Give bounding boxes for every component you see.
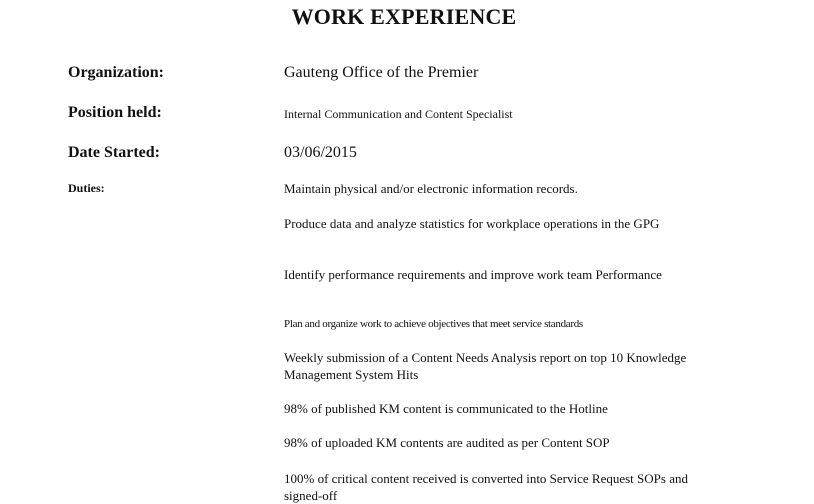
duty-item: Maintain physical and/or electronic information records. xyxy=(284,181,578,196)
duty-item: Produce data and analyze statistics for workplace operations in the GPG xyxy=(284,216,660,231)
organization-label: Organization: xyxy=(68,64,164,81)
position-value: Internal Communication and Content Specialist xyxy=(284,107,513,121)
date-started-label: Date Started: xyxy=(68,144,160,161)
duty-item: 98% of published KM content is communicated to the Hotline xyxy=(284,401,608,416)
duty-item: Plan and organize work to achieve objectives that meet service standards xyxy=(284,318,583,330)
duty-item: Weekly submission of a Content Needs Analysis report on top 10 Knowledge Management System Hits xyxy=(284,350,687,382)
duty-item: 100% of critical content received is converted into Service Request SOPs and signed-off xyxy=(284,471,688,503)
date-started-value: 03/06/2015 xyxy=(284,144,357,161)
duty-item: 98% of uploaded KM contents are audited as per Content SOP xyxy=(284,435,610,450)
duties-label: Duties: xyxy=(68,181,105,195)
organization-value: Gauteng Office of the Premier xyxy=(284,64,479,81)
position-label: Position held: xyxy=(68,104,162,121)
duty-item: Identify performance requirements and improve work team Performance xyxy=(284,267,662,282)
section-heading: WORK EXPERIENCE xyxy=(291,4,517,29)
